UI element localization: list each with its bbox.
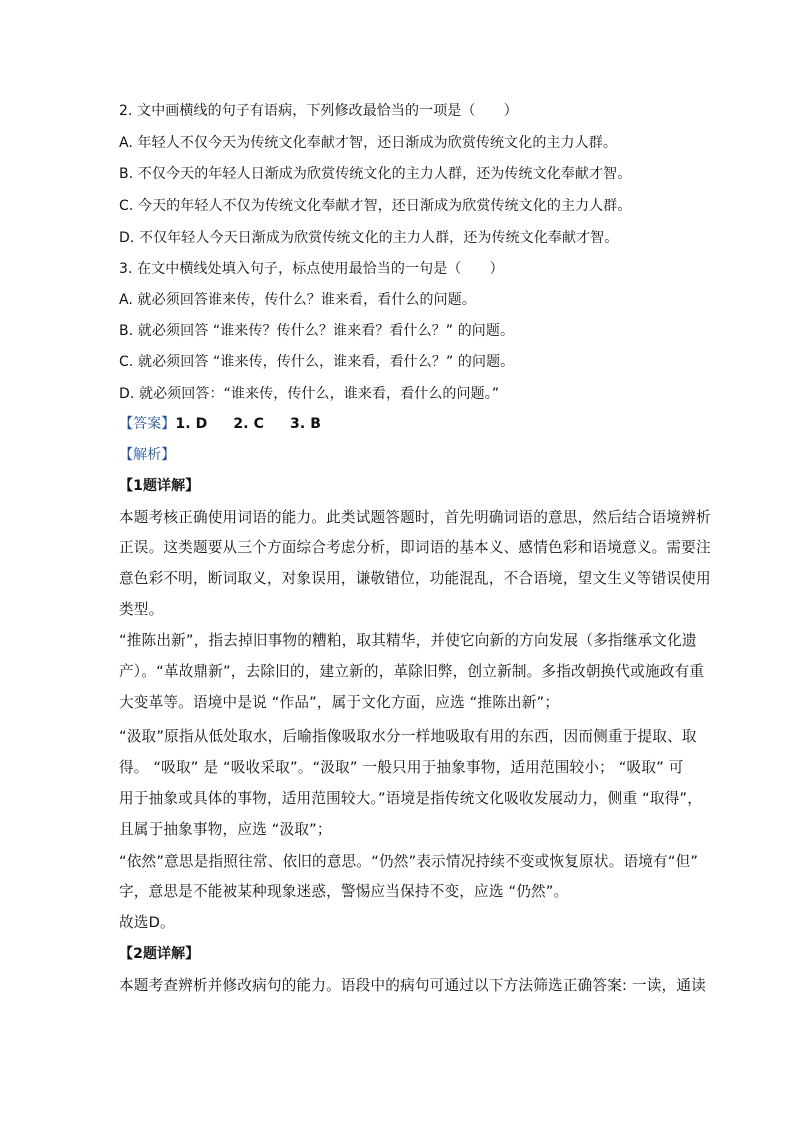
answer-label: 【答案】 [119, 416, 176, 432]
question-3-stem: 3. 在文中横线处填入句子，标点使用最恰当的一句是（ ） [119, 261, 504, 277]
question-2-option-c: C. 今天的年轻人不仅为传统文化奉献才智，还日渐成为欣赏传统文化的主力人群。 [119, 198, 632, 214]
detail-1-line: 产）。“革故鼎新”，去除旧的，建立新的，革除旧弊，创立新制。多指改朝换代或施政有重 [119, 663, 705, 680]
detail-1-line: “依然”意思是指照往常、依旧的意思。“仍然”表示情况持续不变或恢复原状。语境有“但” [119, 853, 699, 870]
question-2-option-d: D. 不仅年轻人今天日渐成为欣赏传统文化的主力人群，还为传统文化奉献才智。 [119, 230, 619, 246]
detail-1-line: 本题考核正确使用词语的能力。此类试题答题时，首先明确词语的意思，然后结合语境辨析 [119, 509, 711, 526]
detail-1-line: 正误。这类题要从三个方面综合考虑分析，即词语的基本义、感情色彩和语境意义。需要注 [119, 539, 711, 556]
detail-1-line: 字，意思是不能被某种现象迷惑，警惕应当保持不变，应选 “仍然”。 [119, 883, 569, 900]
detail-2-heading: 【2题详解】 [119, 946, 200, 962]
question-2-stem: 2. 文中画横线的句子有语病，下列修改最恰当的一项是（ ） [119, 103, 518, 119]
answer-line [119, 414, 321, 434]
question-3-option-b: B. 就必须回答 “谁来传？传什么？谁来看？看什么？” 的问题。 [119, 323, 515, 339]
detail-1-line: 且属于抽象事物，应选 “汲取”； [119, 821, 332, 838]
detail-1-line: 意色彩不明，断词取义，对象误用，谦敬错位，功能混乱，不合语境，望文生义等错误使用 [119, 570, 711, 587]
detail-1-line: 故选D。 [119, 914, 175, 931]
question-3-option-a: A. 就必须回答谁来传，传什么？谁来看，看什么的问题。 [119, 292, 476, 308]
answer-item-2: 2. C [233, 416, 264, 432]
detail-1-line: “汲取”原指从低处取水，后喻指像吸取水分一样地吸取有用的东西，因而侧重于提取、取 [119, 728, 697, 745]
detail-1-heading: 【1题详解】 [119, 478, 200, 494]
detail-1-line: 类型。 [119, 601, 164, 618]
question-3-option-d: D. 就必须回答：“谁来传，传什么，谁来看，看什么的问题。” [119, 386, 500, 402]
analysis-label: 【解析】 [119, 447, 176, 463]
detail-2-line: 本题考查辨析并修改病句的能力。语段中的病句可通过以下方法筛选正确答案: 一读，通读 [119, 977, 706, 994]
question-3-option-c: C. 就必须回答 “谁来传，传什么，谁来看，看什么？” 的问题。 [119, 354, 515, 370]
detail-1-line: “推陈出新”，指去掉旧事物的糟粕，取其精华，并使它向新的方向发展（多指继承文化遗 [119, 632, 697, 649]
question-2-option-a: A. 年轻人不仅今天为传统文化奉献才智，还日渐成为欣赏传统文化的主力人群。 [119, 135, 617, 151]
detail-1-line: 用于抽象或具体的事物，适用范围较大。”语境是指传统文化吸收发展动力，侧重 “取得”， [119, 790, 702, 807]
answer-item-1: 1. D [175, 416, 208, 432]
detail-1-line: 得。 “吸取” 是 “吸收采取”。“汲取” 一般只用于抽象事物，适用范围较小； “吸取” 可 [119, 759, 684, 776]
detail-1-line: 大变革等。语境中是说 “作品”，属于文化方面，应选 “推陈出新”； [119, 694, 560, 711]
answer-item-3: 3. B [289, 416, 321, 432]
question-2-option-b: B. 不仅今天的年轻人日渐成为欣赏传统文化的主力人群，还为传统文化奉献才智。 [119, 166, 632, 182]
